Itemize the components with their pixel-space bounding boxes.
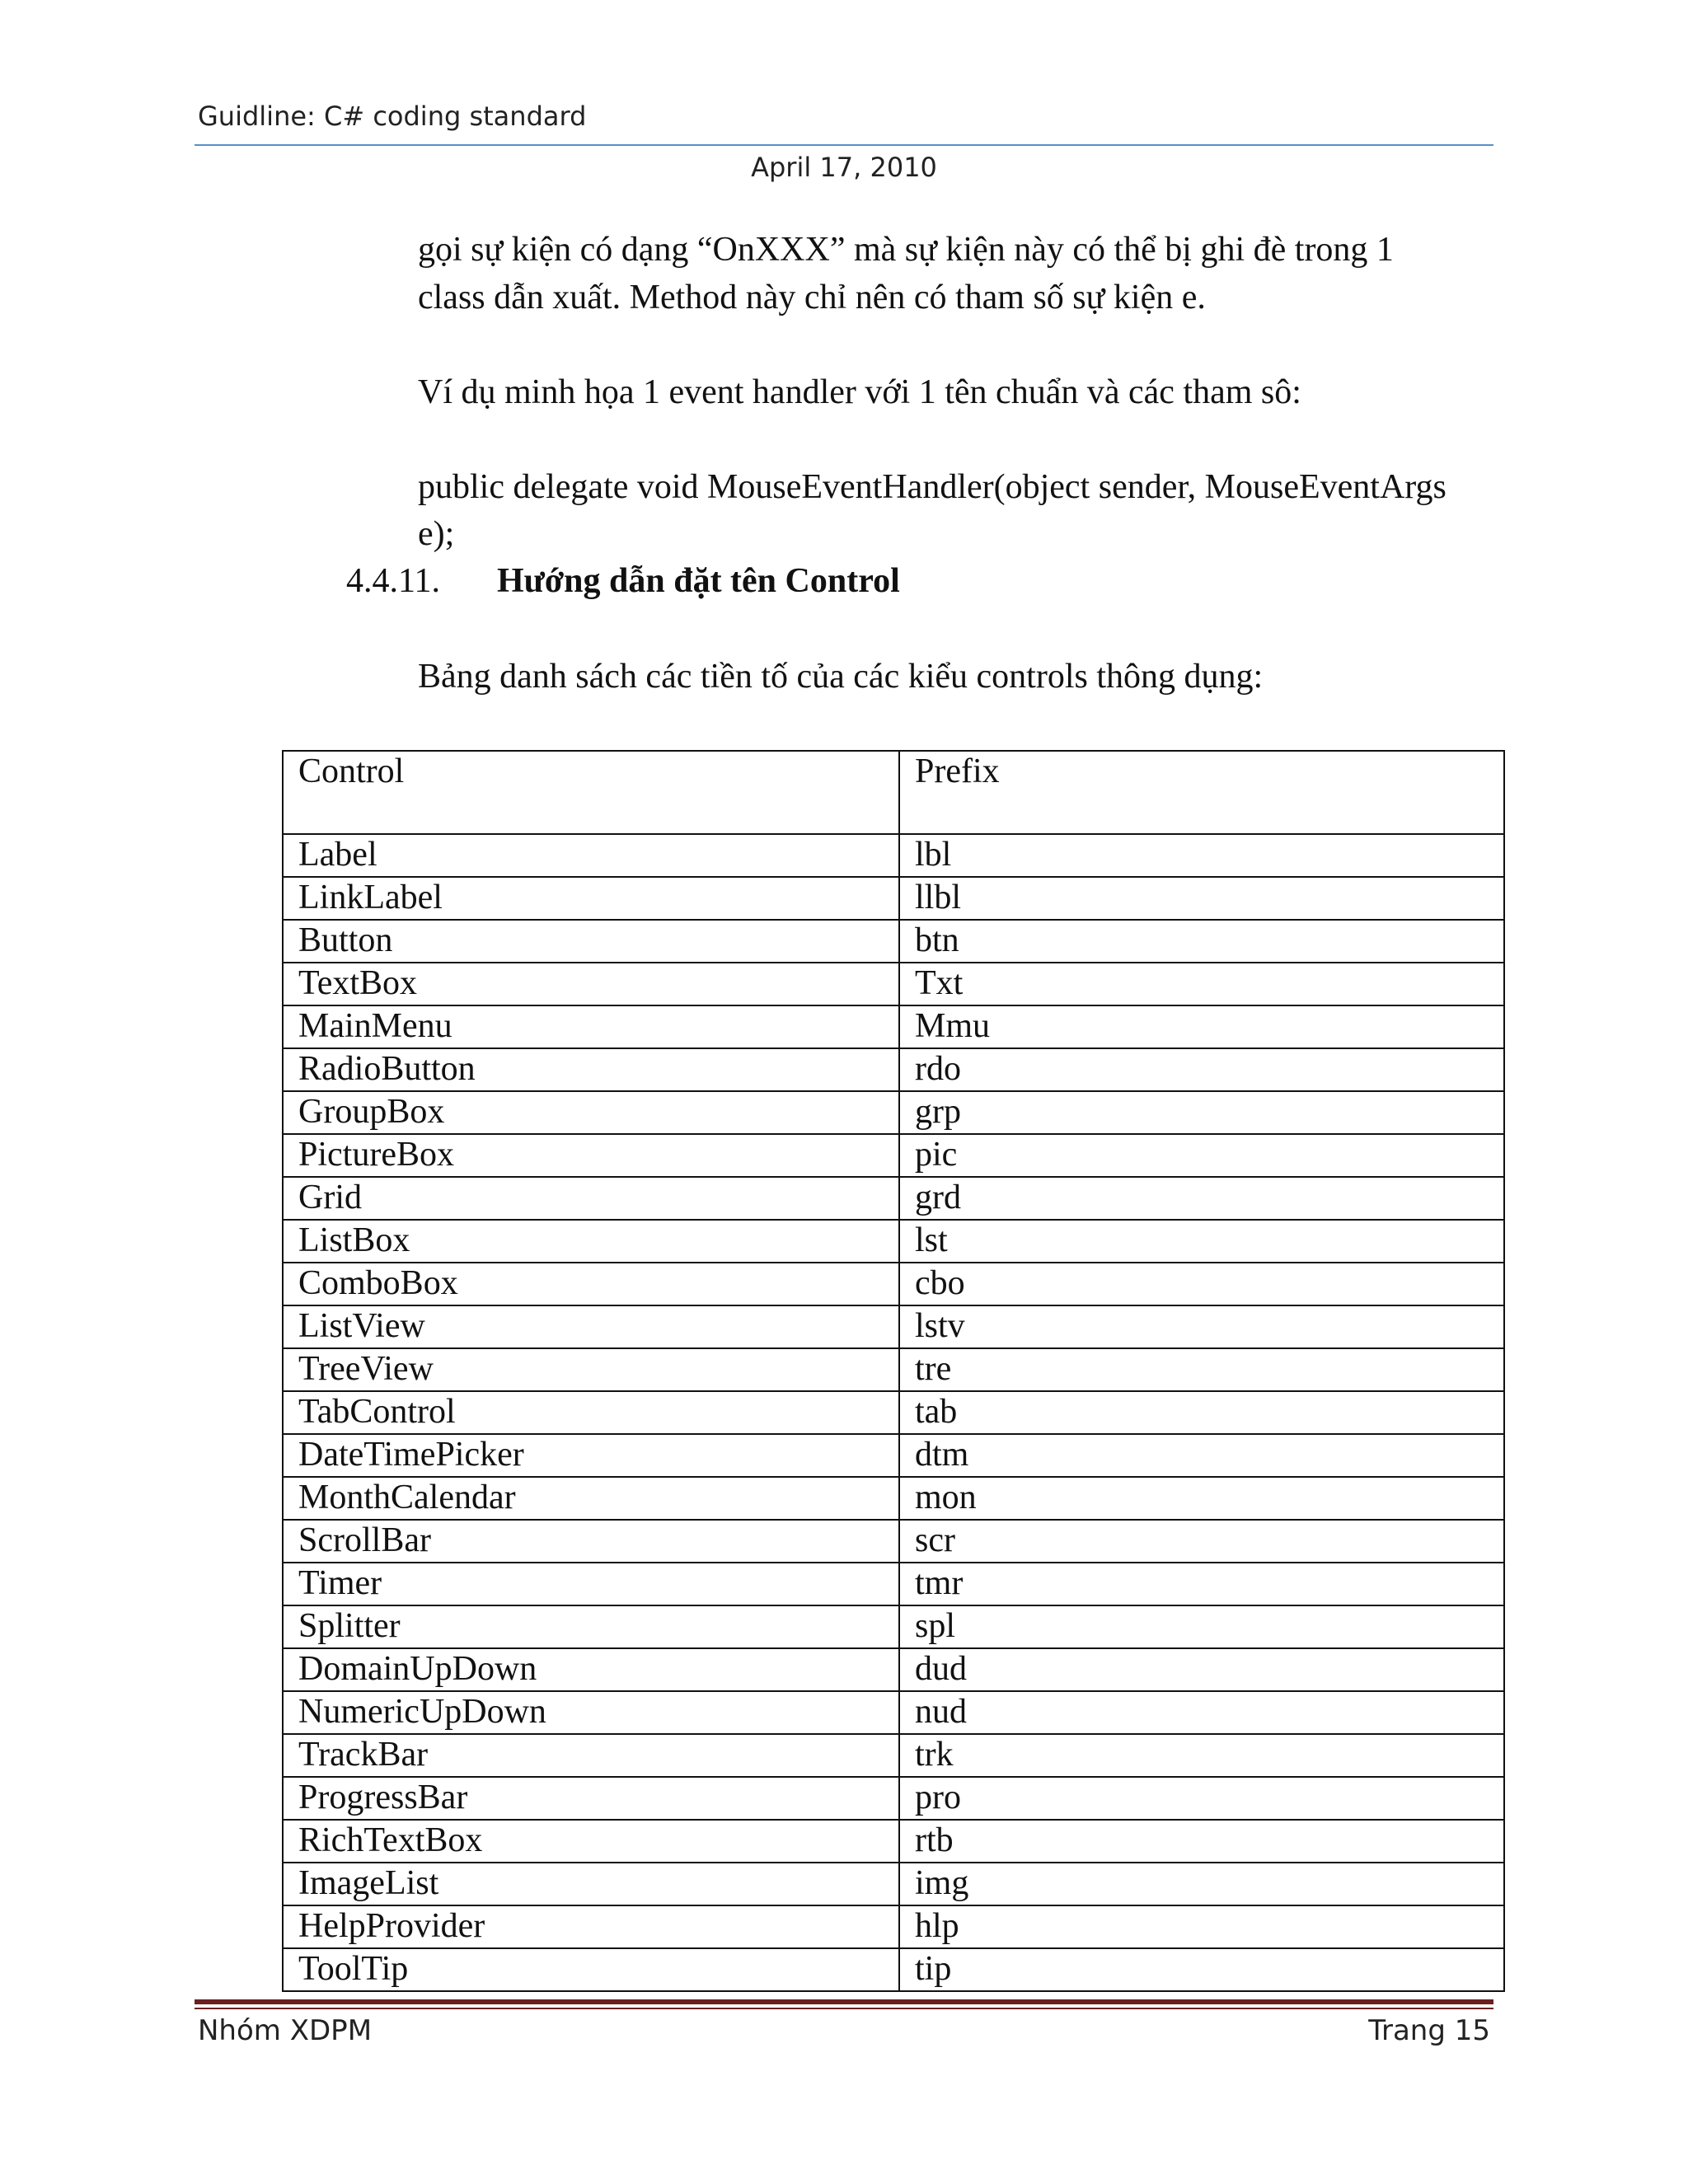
control-cell: ListView — [283, 1305, 899, 1348]
control-cell: Splitter — [283, 1605, 899, 1648]
prefix-cell: trk — [899, 1734, 1504, 1777]
header-title: Guidline: C# coding standard — [198, 101, 587, 132]
table-row — [283, 1091, 1504, 1134]
prefix-cell: cbo — [899, 1263, 1504, 1305]
prefix-cell: rdo — [899, 1048, 1504, 1091]
control-cell: Grid — [283, 1177, 899, 1220]
section-heading — [346, 557, 900, 605]
paragraph-line: class dẫn xuất. Method này chỉ nên có tham số sự kiện e. — [418, 279, 1206, 316]
prefix-table — [282, 750, 1505, 1992]
prefix-cell: dud — [899, 1648, 1504, 1691]
table-row — [283, 1348, 1504, 1391]
footer-page-number: Trang 15 — [1368, 2014, 1490, 2047]
prefix-cell: mon — [899, 1477, 1504, 1520]
prefix-cell: tre — [899, 1348, 1504, 1391]
control-cell: ProgressBar — [283, 1777, 899, 1820]
table-row — [283, 834, 1504, 877]
header-control: Control — [283, 751, 899, 834]
prefix-cell: llbl — [899, 877, 1504, 920]
control-cell: ImageList — [283, 1863, 899, 1905]
table-row — [283, 920, 1504, 963]
prefix-cell: Txt — [899, 963, 1504, 1005]
footer-group-name: Nhóm XDPM — [198, 2014, 373, 2047]
control-cell: TabControl — [283, 1391, 899, 1434]
example-intro: Ví dụ minh họa 1 event handler với 1 tên chuẩn và các tham sô: — [418, 373, 1301, 411]
header-prefix: Prefix — [899, 751, 1504, 834]
table-row — [283, 963, 1504, 1005]
prefix-cell: nud — [899, 1691, 1504, 1734]
table-intro: Bảng danh sách các tiền tố của các kiểu controls thông dụng: — [418, 658, 1264, 696]
header-date: April 17, 2010 — [751, 152, 937, 183]
prefix-cell: grp — [899, 1091, 1504, 1134]
table-row — [283, 1905, 1504, 1948]
table-row — [283, 1605, 1504, 1648]
prefix-cell: pic — [899, 1134, 1504, 1177]
prefix-cell: spl — [899, 1605, 1504, 1648]
control-cell: TrackBar — [283, 1734, 899, 1777]
table-row — [283, 1305, 1504, 1348]
control-cell: RichTextBox — [283, 1820, 899, 1863]
table-row — [283, 1863, 1504, 1905]
table-row — [283, 877, 1504, 920]
prefix-cell: btn — [899, 920, 1504, 963]
prefix-cell: rtb — [899, 1820, 1504, 1863]
table-row — [283, 1777, 1504, 1820]
table-row — [283, 1691, 1504, 1734]
table-row — [283, 1263, 1504, 1305]
section-title: Hướng dẫn đặt tên Control — [497, 562, 900, 600]
control-cell: ScrollBar — [283, 1520, 899, 1563]
control-cell: DateTimePicker — [283, 1434, 899, 1477]
control-cell: DomainUpDown — [283, 1648, 899, 1691]
table-row — [283, 1648, 1504, 1691]
control-cell: TextBox — [283, 963, 899, 1005]
table-row — [283, 1048, 1504, 1091]
prefix-cell: hlp — [899, 1905, 1504, 1948]
code-line: e); — [418, 515, 455, 553]
section-number: 4.4.11. — [346, 562, 440, 600]
prefix-cell: tip — [899, 1948, 1504, 1991]
prefix-cell: tab — [899, 1391, 1504, 1434]
control-cell: ComboBox — [283, 1263, 899, 1305]
table-row — [283, 1391, 1504, 1434]
prefix-cell: lbl — [899, 834, 1504, 877]
prefix-cell: pro — [899, 1777, 1504, 1820]
table-row — [283, 1134, 1504, 1177]
table-row — [283, 1948, 1504, 1991]
control-cell: Label — [283, 834, 899, 877]
header-rule — [195, 144, 1493, 146]
footer-rule-thin — [195, 2008, 1493, 2009]
control-cell: RadioButton — [283, 1048, 899, 1091]
control-cell: ToolTip — [283, 1948, 899, 1991]
control-cell: NumericUpDown — [283, 1691, 899, 1734]
table-row — [283, 1177, 1504, 1220]
prefix-cell: dtm — [899, 1434, 1504, 1477]
prefix-cell: scr — [899, 1520, 1504, 1563]
table-row — [283, 1477, 1504, 1520]
prefix-table-body — [283, 751, 1504, 1991]
control-cell: MonthCalendar — [283, 1477, 899, 1520]
table-row — [283, 1734, 1504, 1777]
table-row — [283, 1220, 1504, 1263]
prefix-cell: img — [899, 1863, 1504, 1905]
footer-rule — [195, 1999, 1493, 2004]
prefix-cell: tmr — [899, 1563, 1504, 1605]
prefix-cell: lstv — [899, 1305, 1504, 1348]
table-row — [283, 1820, 1504, 1863]
table-row — [283, 1434, 1504, 1477]
table-row — [283, 1520, 1504, 1563]
table-row — [283, 1563, 1504, 1605]
code-line: public delegate void MouseEventHandler(object sender, MouseEventArgs — [418, 468, 1447, 506]
table-row — [283, 1005, 1504, 1048]
prefix-cell: grd — [899, 1177, 1504, 1220]
paragraph-line: gọi sự kiện có dạng “OnXXX” mà sự kiện này có thể bị ghi đè trong 1 — [418, 231, 1394, 269]
control-cell: GroupBox — [283, 1091, 899, 1134]
control-cell: ListBox — [283, 1220, 899, 1263]
control-cell: LinkLabel — [283, 877, 899, 920]
control-cell: HelpProvider — [283, 1905, 899, 1948]
prefix-cell: lst — [899, 1220, 1504, 1263]
control-cell: TreeView — [283, 1348, 899, 1391]
table-header-row — [283, 751, 1504, 834]
control-cell: Timer — [283, 1563, 899, 1605]
prefix-cell: Mmu — [899, 1005, 1504, 1048]
control-cell: MainMenu — [283, 1005, 899, 1048]
control-cell: PictureBox — [283, 1134, 899, 1177]
control-cell: Button — [283, 920, 899, 963]
